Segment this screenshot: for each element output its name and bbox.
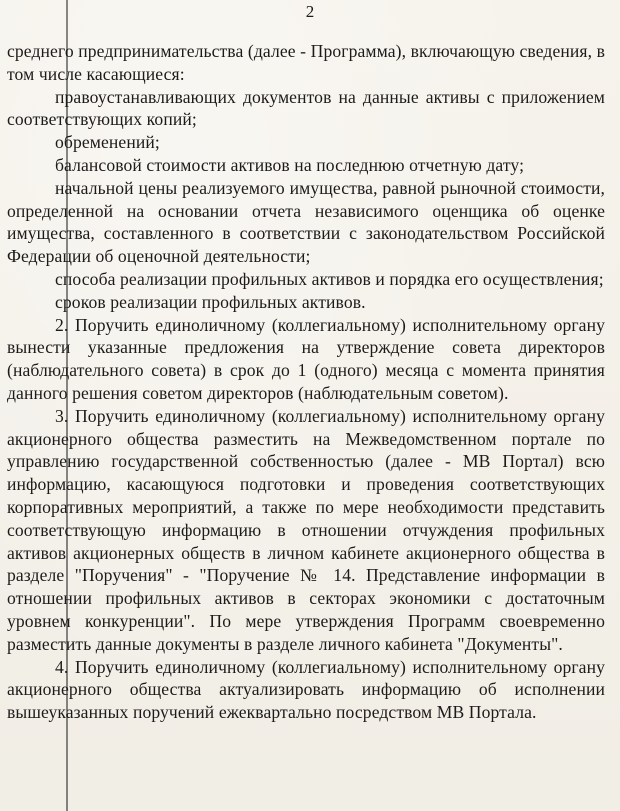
paragraph-item-3: 3. Поручить единоличному (коллегиальному) исполнительному органу акционерного общества разместить на Межведомственном портале по управлению государственной собственностью (далее - МВ Портал) всю информацию, касающуюся подготовки и проведения соответствующих корпоративных мероприятий, а также по мере необходимости представить соответствующую информацию в отношении отчуждения профильных активов акционерных обществ в личном кабинете акционерного общества в разделе "Поручения" - "Поручение № 14. Представление информации в отношении профильных активов в секторах экономики с достаточным уровнем конкуренции". По мере утверждения Программ своевременно разместить данные документы в разделе личного кабинета "Документы". xyxy=(7,405,605,654)
paragraph-encumbrances: обременений; xyxy=(55,132,160,153)
paragraph-documents: правоустанавливающих документов на данные активы с приложением соответствующих копий; xyxy=(7,86,605,130)
paragraph-item-4: 4. Поручить единоличному (коллегиальному) исполнительному органу акционерного общества актуализировать информацию об исполнении вышеуказанных поручений ежеквартально посредством МВ Портала. xyxy=(7,656,605,723)
page-number: 2 xyxy=(305,2,315,21)
document-body xyxy=(7,40,605,724)
paragraph-item-2: 2. Поручить единоличному (коллегиальному) исполнительному органу вынести указанные предложения на утверждение совета директоров (наблюдательного совета) в срок до 1 (одного) месяца с момента принятия данного решения советом директоров (наблюдательным советом). xyxy=(7,314,605,403)
paragraph-intro: среднего предпринимательства (далее - Программа), включающую сведения, в том числе касающиеся: xyxy=(7,41,605,84)
paragraph-method: способа реализации профильных активов и порядка его осуществления; xyxy=(55,268,604,289)
paragraph-initial-price: начальной цены реализуемого имущества, равной рыночной стоимости, определенной на основании отчета независимого оценщика об оценке имущества, составленного в соответствии с законодательством Российской Федерации об оценочной деятельности; xyxy=(7,177,605,267)
paragraph-balance-value: балансовой стоимости активов на последнюю отчетную дату; xyxy=(55,154,525,175)
paragraph-terms: сроков реализации профильных активов. xyxy=(55,291,366,312)
